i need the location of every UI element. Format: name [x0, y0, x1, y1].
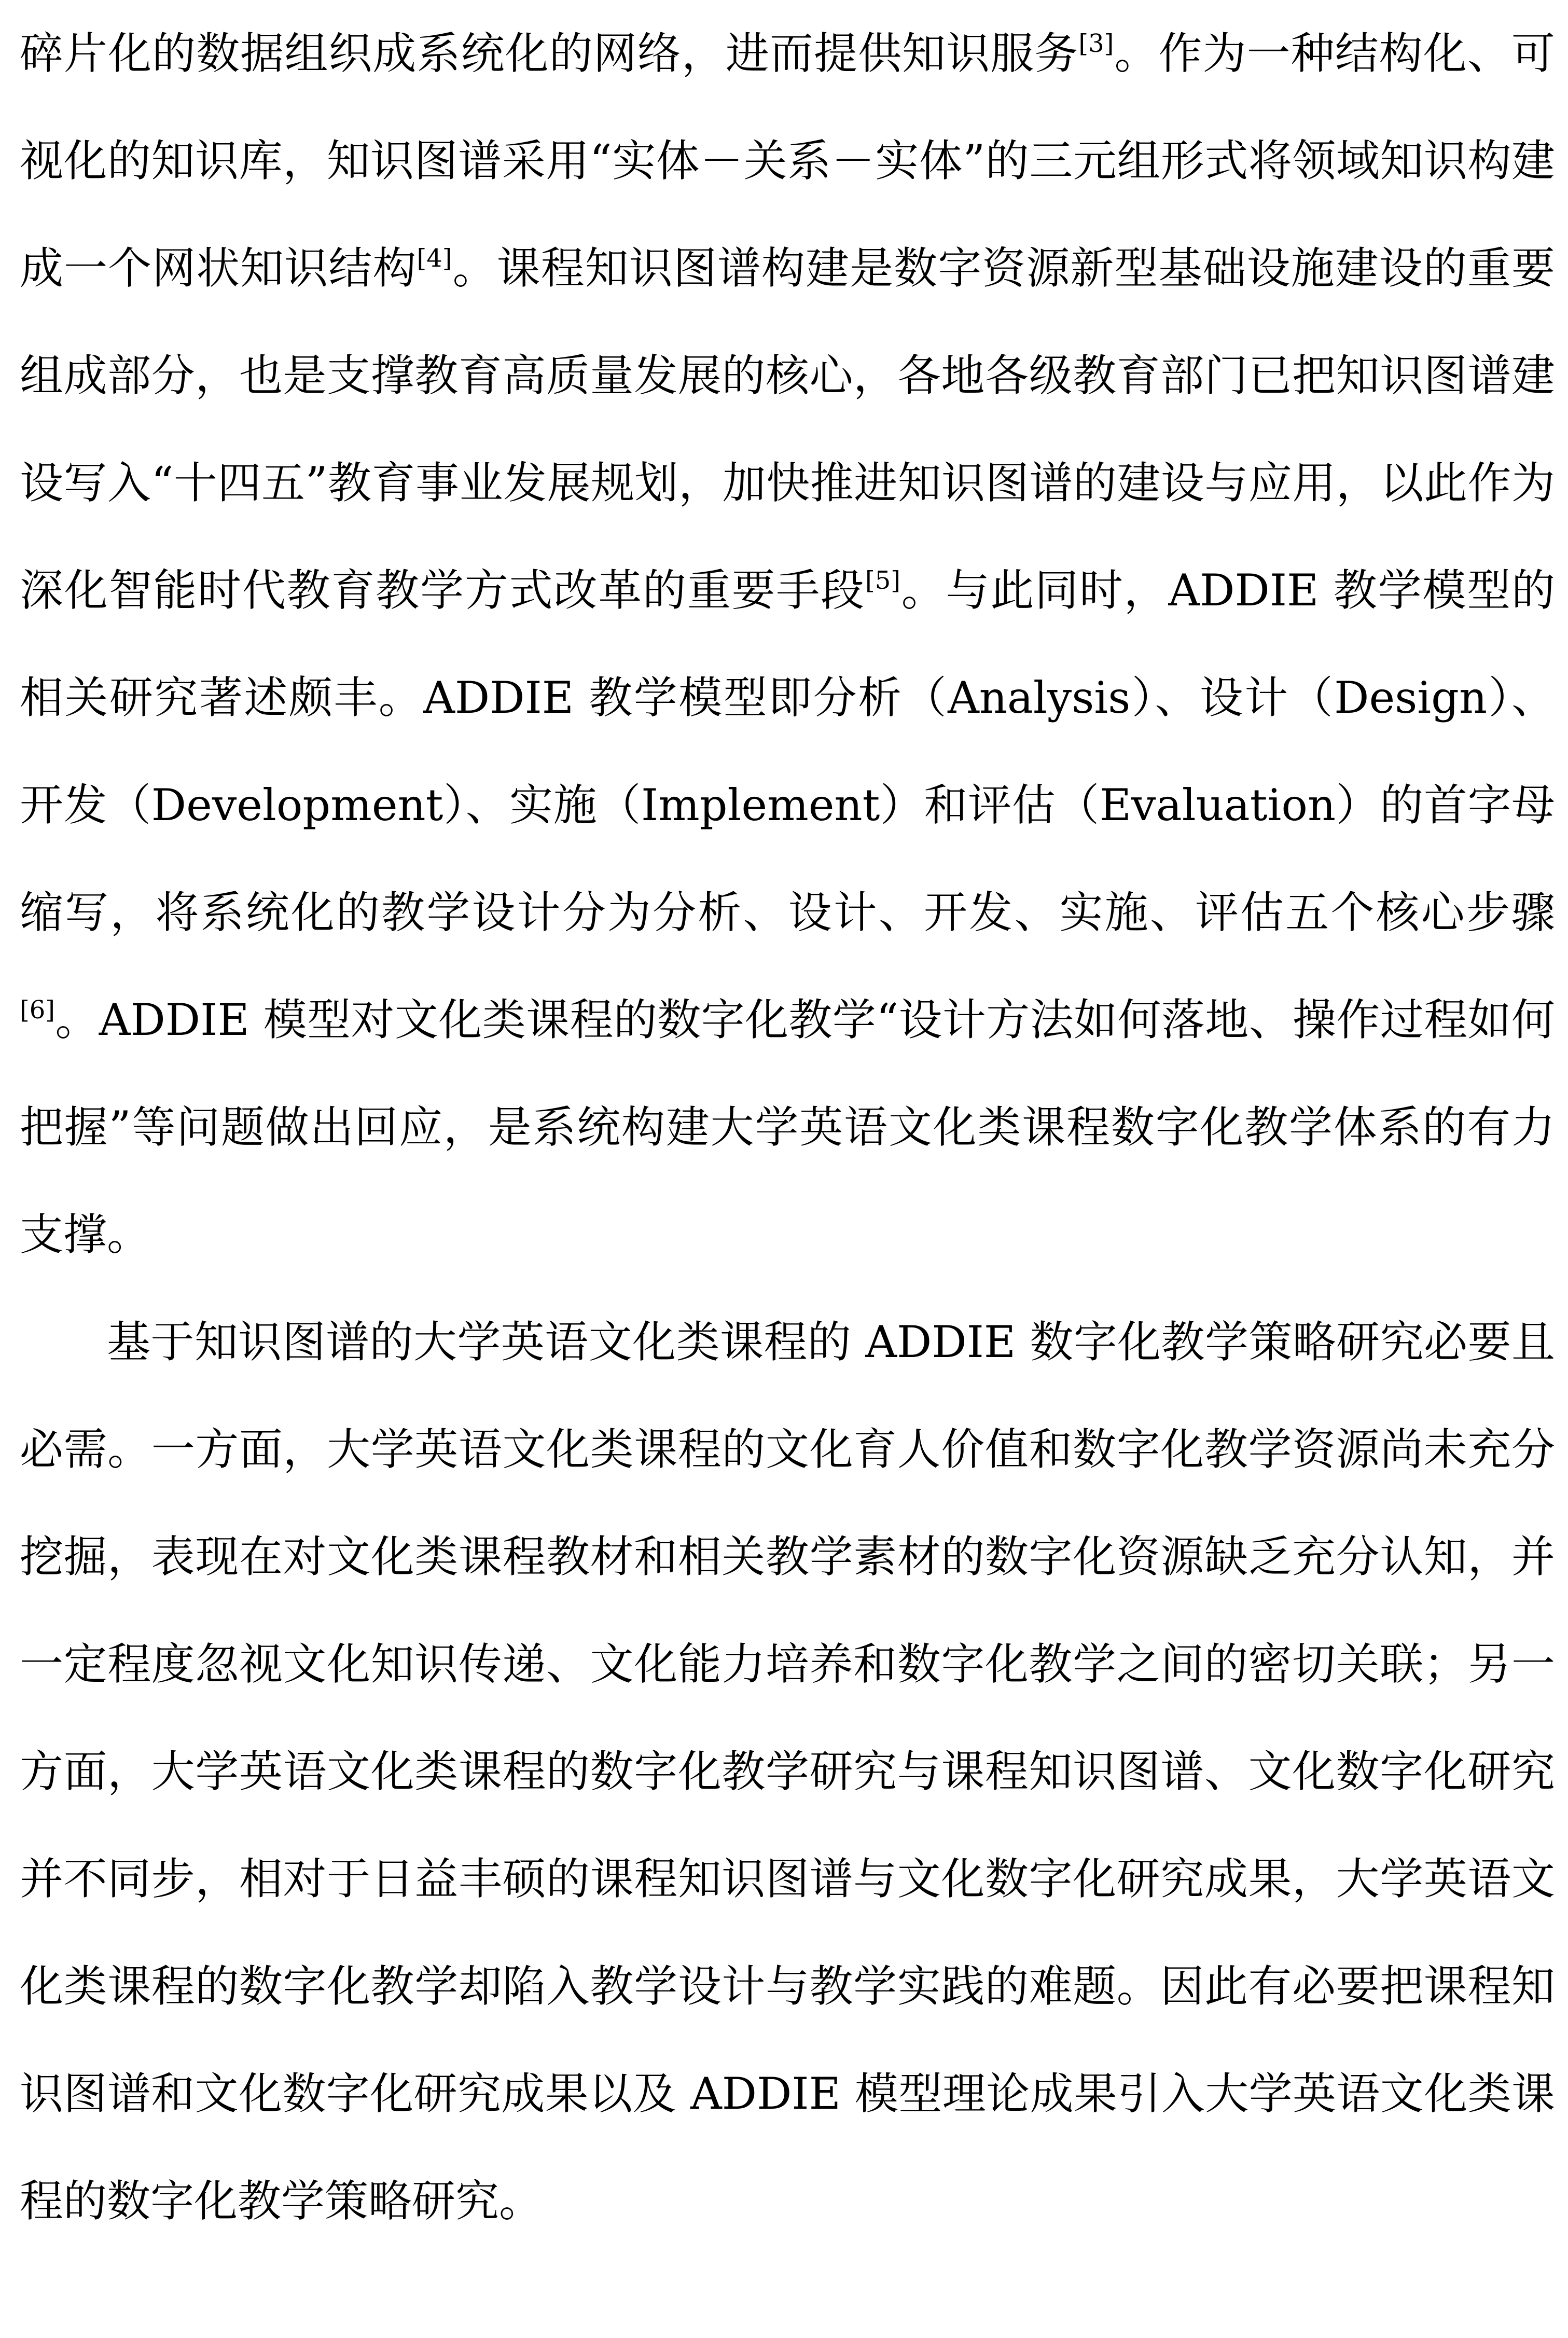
citation-ref: [3]	[1078, 29, 1114, 58]
document-page	[20, 0, 1555, 2255]
body-text: 。作为一种结构化、可视化的知识库，知识图谱采用“实体－关系－实体”的三元组形式将领域知识构建成一个网状知识结构	[20, 28, 1555, 294]
body-text: 。ADDIE 模型对文化类课程的数字化教学“设计方法如何落地、操作过程如何把握”等问题做出回应，是系统构建大学英语文化类课程数字化教学体系的有力支撑。	[20, 994, 1555, 1260]
body-text: 碎片化的数据组织成系统化的网络，进而提供知识服务	[20, 28, 1079, 79]
citation-ref: [4]	[417, 244, 452, 273]
citation-ref: [6]	[20, 995, 55, 1025]
body-text: 。课程知识图谱构建是数字资源新型基础设施建设的重要组成部分，也是支撑教育高质量发展的核心，各地各级教育部门已把知识图谱建设写入“十四五”教育事业发展规划，加快推进知识图谱的建设与应用，以此作为深化智能时代教育教学方式改革的重要手段	[20, 243, 1555, 616]
paragraph-knowledge-graph-addie	[20, 0, 1555, 1289]
citation-ref: [5]	[865, 566, 900, 595]
body-text: 基于知识图谱的大学英语文化类课程的 ADDIE 数字化教学策略研究必要且必需。一方面，大学英语文化类课程的文化育人价值和数字化教学资源尚未充分挖掘，表现在对文化类课程教材和相关教学素材的数字化资源缺乏充分认知，并一定程度忽视文化知识传递、文化能力培养和数字化教学之间的密切关联；另一方面，大学英语文化类课程的数字化教学研究与课程知识图谱、文化数字化研究并不同步，相对于日益丰硕的课程知识图谱与文化数字化研究成果，大学英语文化类课程的数字化教学却陷入教学设计与教学实践的难题。因此有必要把课程知识图谱和文化数字化研究成果以及 ADDIE 模型理论成果引入大学英语文化类课程的数字化教学策略研究。	[20, 1317, 1555, 2226]
body-text: 。与此同时，ADDIE 教学模型的相关研究著述颇丰。ADDIE 教学模型即分析（Analysis）、设计（Design）、开发（Development）、实施（Implement）和评估（Evaluation）的首字母缩写，将系统化的教学设计分为分析、设计、开发、实施、评估五个核心步骤	[20, 565, 1555, 938]
paragraph-research-necessity	[20, 1289, 1555, 2255]
